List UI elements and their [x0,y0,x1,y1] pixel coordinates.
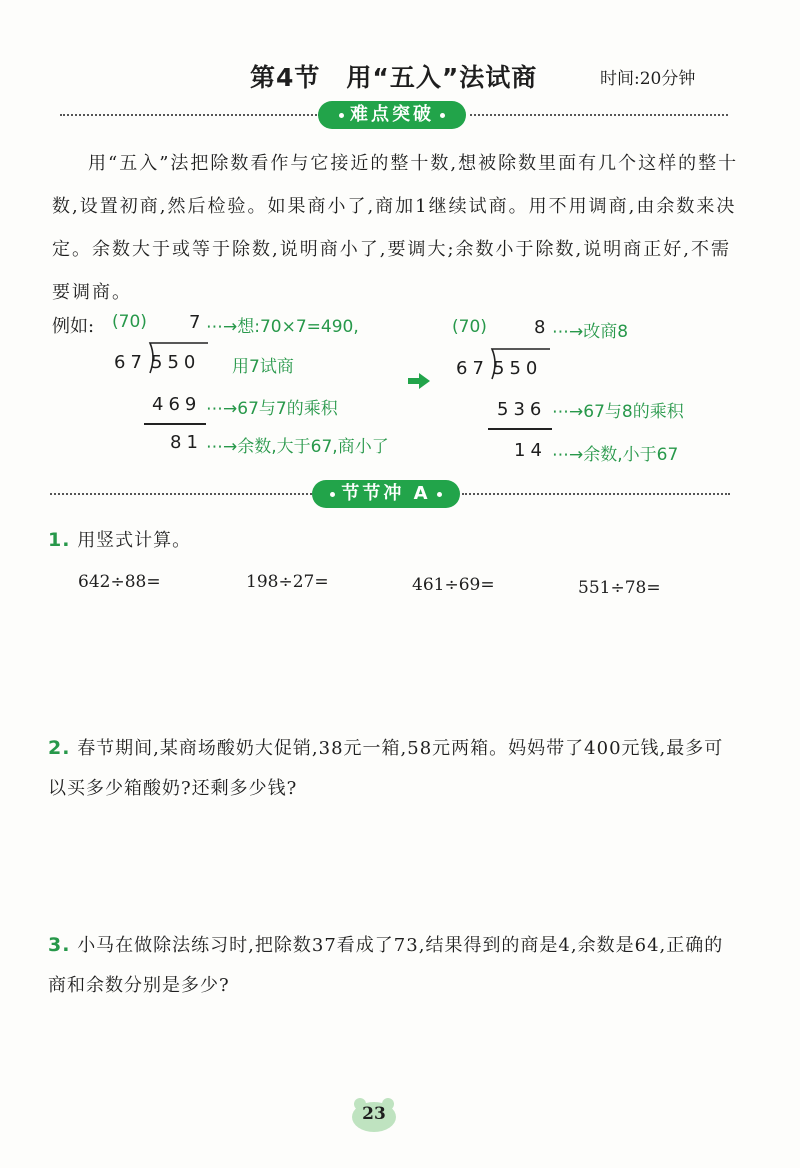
left-approx: (70) [112,312,147,332]
right-divisor: 67 [456,358,489,379]
divider-right-practice [462,493,730,495]
right-remainder-text: 余数,小于67 [583,445,679,465]
arrow-right-icon [408,373,430,389]
question-1-text: 用竖式计算。 [77,530,192,551]
left-product-note: ⋯→67与7的乘积 [206,399,338,419]
right-remainder-note: ⋯→余数,小于67 [552,445,679,465]
right-quotient: 8 [534,317,551,338]
left-subtraction-line [144,423,206,425]
left-think-text: 想:70×7=490, [237,317,359,337]
question-1 [48,520,191,561]
left-try-note: 用7试商 [232,357,294,377]
left-remainder: 81 [170,432,203,453]
page-number: 23 [362,1104,386,1124]
problem-3: 461÷69= [412,575,495,595]
right-remainder: 14 [514,440,547,461]
example-label: 例如: [52,316,95,337]
divider-left [60,114,320,116]
left-remainder-text: 余数,大于67,商小了 [237,437,389,457]
question-1-number: 1. [48,529,71,551]
problem-4: 551÷78= [578,578,661,598]
question-3-text: 小马在做除法练习时,把除数37看成了73,结果得到的商是4,余数是64,正确的商和余数分别是多少? [48,935,724,996]
right-change-note: ⋯→改商8 [552,322,629,342]
right-change-text: 改商8 [583,322,629,342]
right-dividend: 550 [493,358,543,379]
right-product-text: 67与8的乘积 [583,402,684,422]
question-3 [48,925,728,1006]
right-product: 536 [497,399,547,420]
section-number: 第4节 [250,63,321,92]
question-3-number: 3. [48,934,71,956]
explanation-text: 用“五入”法把除数看作与它接近的整十数,想被除数里面有几个这样的整十数,设置初商,然后检验。如果商小了,商加1继续试商。用不用调商,由余数来决定。余数大于或等于除数,说明商小了,要调大;余数小于除数,说明商正好,不需要调商。 [52,153,739,303]
difficulty-label: 难点突破 [350,104,434,125]
divider-right [470,114,728,116]
right-product-note: ⋯→67与8的乘积 [552,402,684,422]
left-product-text: 67与7的乘积 [237,399,338,419]
left-remainder-note: ⋯→余数,大于67,商小了 [206,437,389,457]
page-title [250,58,537,94]
right-subtraction-line [488,428,552,430]
section-title: 用“五入”法试商 [346,63,538,92]
problem-2: 198÷27= [246,572,329,592]
difficulty-badge [318,101,466,129]
problem-1: 642÷88= [78,572,161,592]
left-divisor: 67 [114,352,147,373]
practice-badge [312,480,460,508]
time-limit: 时间:20分钟 [600,69,696,89]
question-2 [48,728,728,809]
practice-label: 节节冲 A [341,483,431,504]
divider-left-practice [50,493,312,495]
left-quotient: 7 [189,312,206,333]
left-think-note: ⋯→想:70×7=490, [206,317,359,337]
left-dividend: 550 [151,352,201,373]
right-approx: (70) [452,317,487,337]
question-2-number: 2. [48,737,71,759]
question-2-text: 春节期间,某商场酸奶大促销,38元一箱,58元两箱。妈妈带了400元钱,最多可以买多少箱酸奶?还剩多少钱? [48,738,724,799]
left-product: 469 [152,394,202,415]
